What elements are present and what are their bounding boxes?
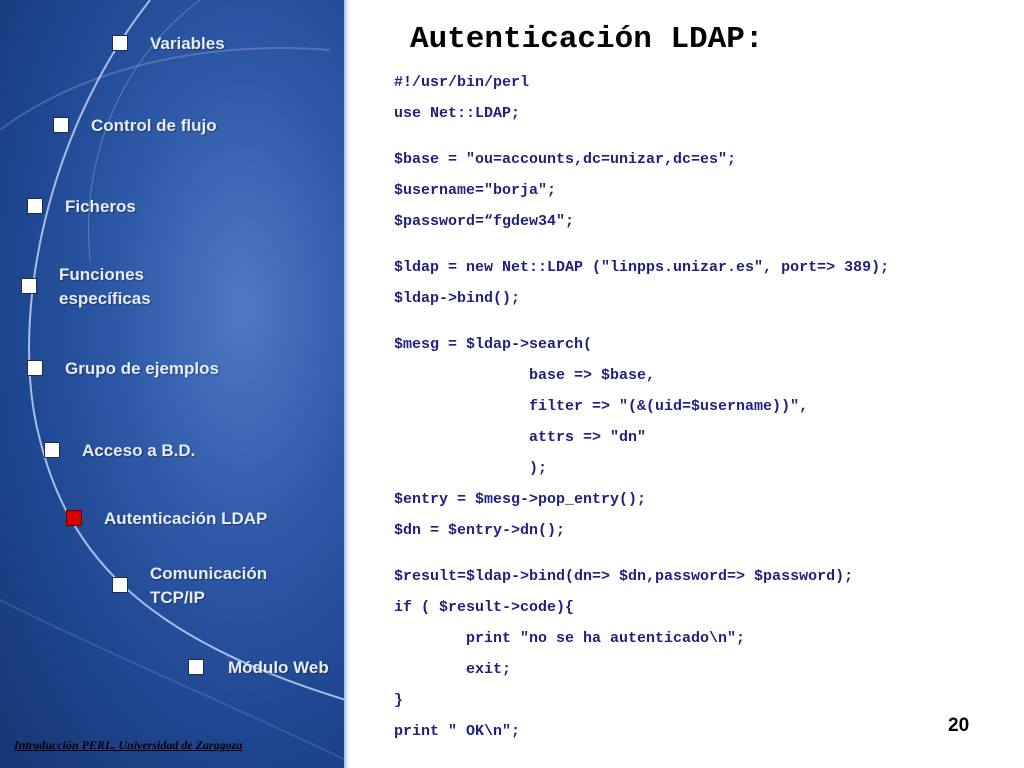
code-gap (394, 134, 1014, 149)
code-line: $dn = $entry->dn(); (394, 522, 566, 539)
code-line: $entry = $mesg->pop_entry(); (394, 491, 647, 508)
nav-item-acceso-bd[interactable] (44, 439, 195, 463)
code-line: exit; (394, 661, 512, 678)
code-gap (394, 551, 1014, 566)
nav-item-modulo-web[interactable] (188, 656, 329, 680)
nav-label: Módulo Web (228, 658, 329, 677)
code-line: $ldap = new Net::LDAP ("linpps.unizar.es", port=> 389); (394, 259, 890, 276)
nav-label: Grupo de ejemplos (65, 359, 219, 378)
page-number: 20 (948, 715, 970, 736)
code-line: filter => "(&(uid=$username))", (394, 398, 809, 415)
sidebar-edge (344, 0, 350, 768)
nav-label: Acceso a B.D. (82, 441, 196, 460)
nav-label: Comunicación TCP/IP (150, 564, 268, 607)
nav-item-comunicacion-tcp-ip[interactable] (112, 562, 267, 610)
nav-box-icon (44, 442, 60, 458)
nav-item-control-de-flujo[interactable] (53, 114, 217, 138)
nav-label: Funciones específicas (59, 265, 151, 308)
nav-label: Autenticación LDAP (104, 509, 268, 528)
code-line: $mesg = $ldap->search( (394, 336, 593, 353)
slide-title: Autenticación LDAP: (410, 22, 764, 57)
code-line: ); (394, 460, 548, 477)
code-line: print " OK\n"; (394, 723, 521, 740)
nav-box-icon (27, 198, 43, 214)
code-line: if ( $result->code){ (394, 599, 575, 616)
code-line: $result=$ldap->bind(dn=> $dn,password=> $password); (394, 568, 854, 585)
code-line: $username="borja"; (394, 182, 557, 199)
nav-box-icon (53, 117, 69, 133)
code-line: #!/usr/bin/perl (394, 74, 530, 91)
code-gap (394, 242, 1014, 257)
code-line: use Net::LDAP; (394, 105, 521, 122)
nav-item-grupo-de-ejemplos[interactable] (27, 357, 219, 381)
footer-text: Introducción PERL. Universidad de Zaragoza (14, 738, 243, 752)
nav-box-icon (112, 577, 128, 593)
nav-box-icon (27, 360, 43, 376)
code-line: print "no se ha autenticado\n"; (394, 630, 746, 647)
nav-item-funciones-especificas[interactable] (21, 263, 151, 311)
nav-item-variables[interactable] (112, 32, 225, 56)
code-line: $base = "ou=accounts,dc=unizar,dc=es"; (394, 151, 737, 168)
nav-box-icon (188, 659, 204, 675)
nav-label: Variables (150, 34, 225, 53)
nav-box-icon (21, 278, 37, 294)
nav-box-active-icon (66, 510, 82, 526)
code-gap (394, 319, 1014, 334)
nav-box-icon (112, 35, 128, 51)
code-line: $ldap->bind(); (394, 290, 521, 307)
nav-item-autenticacion-ldap[interactable] (66, 507, 267, 531)
nav-label: Control de flujo (91, 116, 217, 135)
nav-item-ficheros[interactable] (27, 195, 136, 219)
code-block (394, 72, 1014, 752)
code-line: attrs => "dn" (394, 429, 647, 446)
code-line: base => $base, (394, 367, 656, 384)
code-line: } (394, 692, 404, 709)
nav-label: Ficheros (65, 197, 136, 216)
code-line: $password=“fgdew34"; (394, 213, 575, 230)
